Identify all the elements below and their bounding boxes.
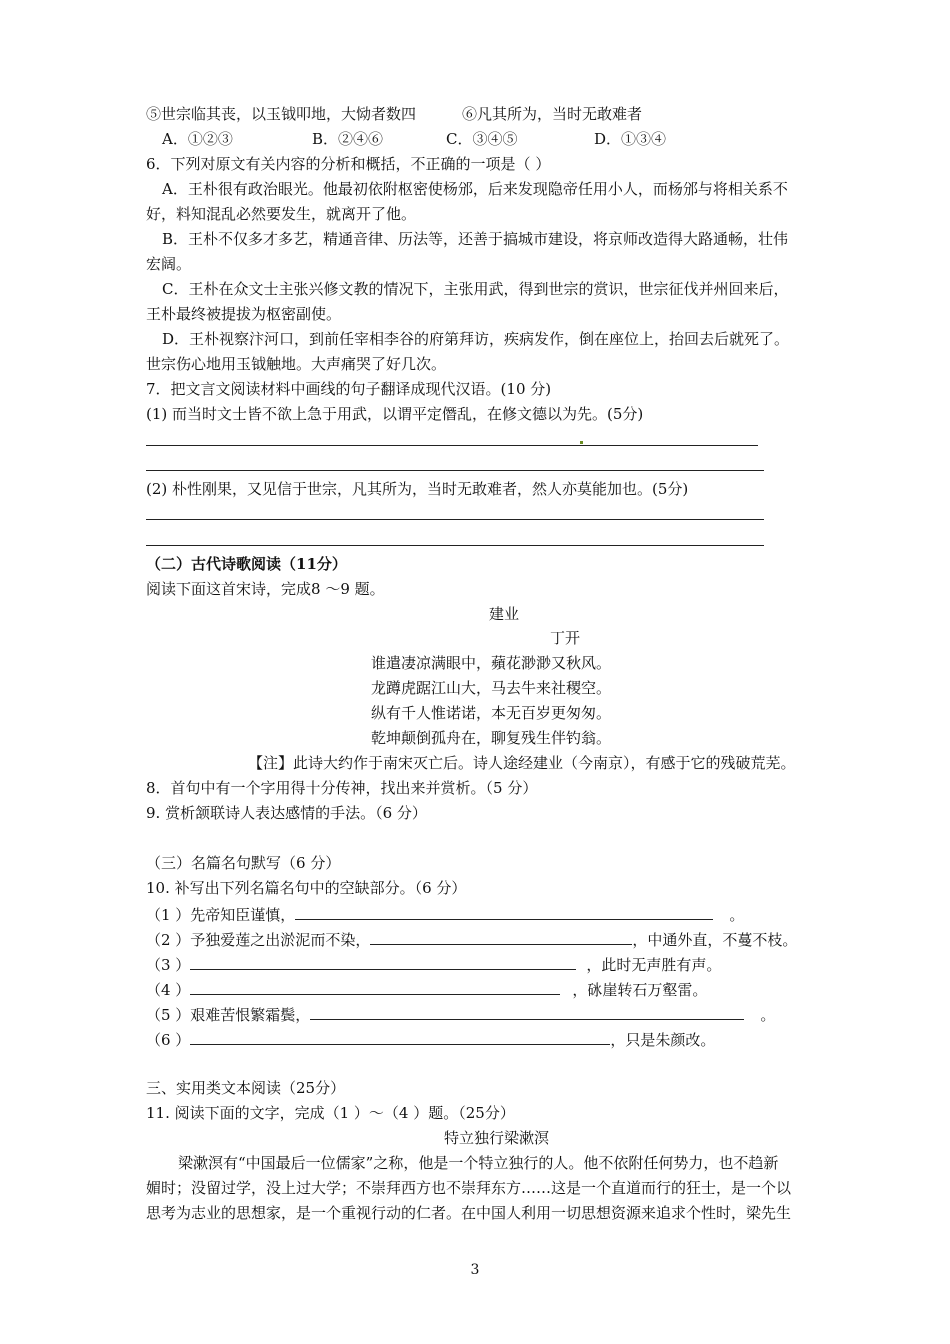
q5-option-c[interactable]: C．③④⑤ (446, 130, 518, 148)
poem-line-2: 龙蹲虎踞江山大，马去牛来社稷空。 (371, 679, 612, 697)
poem-line-4: 乾坤颠倒孤舟在，聊复残生伴钓翁。 (371, 729, 612, 747)
answer-line[interactable] (146, 519, 764, 520)
dictation-prefix: （3 ） (146, 956, 191, 974)
dictation-suffix: 。 (729, 906, 745, 924)
article-title: 特立独行梁漱溟 (444, 1129, 550, 1147)
poem-note: 【注】此诗大约作于南宋灭亡后。诗人途经建业（今南京），有感于它的残破荒芜。 (248, 754, 796, 772)
dictation-heading: （三）名篇名句默写（6 分） (146, 854, 341, 872)
ink-dot (580, 441, 583, 444)
q7-sentence-1: (1) 而当时文士皆不欲上急于用武，以谓平定僭乱，在修文德以为先。(5分) (146, 405, 644, 423)
dictation-suffix: 。 (760, 1006, 776, 1024)
q6-option-c-line2: 王朴最终被提拔为枢密副使。 (146, 305, 342, 323)
q5-option-b[interactable]: B．②④⑥ (312, 130, 384, 148)
q6-option-d-line1: D．王朴视察汴河口，到前任宰相李谷的府第拜访，疾病发作，倒在座位上，抬回去后就死了。 (162, 330, 790, 348)
article-line-2: 媚时；没留过学，没上过大学；不崇拜西方也不崇拜东方……这是一个直道而行的狂士，是一个以 (146, 1179, 792, 1197)
dictation-prefix: （6 ） (146, 1031, 191, 1049)
q6-option-a-line2: 好，料知混乱必然要发生，就离开了他。 (146, 205, 417, 223)
q5-items-line (146, 104, 642, 124)
poem-line-3: 纵有千人惟诺诺，本无百岁更匆匆。 (371, 704, 612, 722)
fill-blank[interactable] (190, 1028, 610, 1045)
dictation-line-6 (146, 1028, 715, 1050)
q6-option-b-line2: 宏阔。 (146, 255, 192, 273)
q9-stem: 9. 赏析颔联诗人表达感情的手法。（6 分） (146, 804, 427, 822)
q5-item-6: ⑥凡其所为，当时无敢难者 (462, 105, 643, 123)
q8-stem: 8．首句中有一个字用得十分传神，找出来并赏析。（5 分） (146, 779, 538, 797)
page-number: 3 (470, 1262, 480, 1278)
poetry-intro: 阅读下面这首宋诗，完成8 ～9 题。 (146, 580, 385, 598)
poetry-heading: （二）古代诗歌阅读（11分） (146, 555, 347, 573)
q6-option-c-line1: C．王朴在众文士主张兴修文教的情况下，主张用武，得到世宗的赏识，世宗征伐并州回来后， (162, 280, 789, 298)
fill-blank[interactable] (295, 903, 713, 920)
q7-sentence-2: (2) 朴性刚果，又见信于世宗，凡其所为，当时无敢难者，然人亦莫能加也。(5分) (146, 480, 689, 498)
q7-stem: 7．把文言文阅读材料中画线的句子翻译成现代汉语。(10 分) (146, 380, 552, 398)
answer-line[interactable] (146, 470, 764, 471)
q5-option-d[interactable]: D．①③④ (594, 130, 667, 148)
dictation-line-5 (146, 1003, 775, 1025)
q6-option-b-line1: B．王朴不仅多才多艺，精通音律、历法等，还善于搞城市建设，将京师改造得大路通畅，壮伟 (162, 230, 789, 248)
answer-line[interactable] (146, 445, 758, 446)
dictation-prefix: （2 ）予独爱莲之出淤泥而不染， (146, 931, 371, 949)
article-line-1: 梁漱溟有“中国最后一位儒家”之称，他是一个特立独行的人。他不依附任何势力，也不趋新 (178, 1154, 779, 1172)
dictation-prefix: （1 ）先帝知臣谨慎， (146, 906, 296, 924)
fill-blank[interactable] (310, 1003, 744, 1020)
poem-line-1: 谁遣凄凉满眼中，蘋花渺渺又秋风。 (371, 654, 612, 672)
practical-heading: 三、实用类文本阅读（25分） (146, 1079, 346, 1097)
dictation-line-3 (146, 953, 721, 975)
answer-line[interactable] (146, 545, 764, 546)
dictation-line-1 (146, 903, 744, 925)
dictation-suffix: ，只是朱颜改。 (610, 1031, 716, 1049)
q6-stem: 6．下列对原文有关内容的分析和概括，不正确的一项是（ ） (146, 155, 551, 173)
fill-blank[interactable] (190, 978, 560, 995)
q11-stem: 11. 阅读下面的文字，完成（1 ）～（4 ）题。（25分） (146, 1104, 515, 1122)
fill-blank[interactable] (370, 928, 632, 945)
q5-options (162, 129, 666, 149)
dictation-suffix: ，此时无声胜有声。 (586, 956, 722, 974)
dictation-prefix: （5 ）艰难苦恨繁霜鬓， (146, 1006, 311, 1024)
dictation-prefix: （4 ） (146, 981, 191, 999)
q6-option-a-line1: A．王朴很有政治眼光。他最初依附枢密使杨邠，后来发现隐帝任用小人，而杨邠与将相关系不 (162, 180, 788, 198)
dictation-line-4 (146, 978, 707, 1000)
fill-blank[interactable] (190, 953, 576, 970)
dictation-suffix: ，中通外直，不蔓不枝。 (632, 931, 798, 949)
q5-item-5: ⑤世宗临其丧，以玉钺叩地，大恸者数四 (146, 105, 417, 123)
dictation-line-2 (146, 928, 797, 950)
poem-title: 建业 (489, 605, 520, 623)
q5-option-a[interactable]: A．①②③ (162, 130, 233, 148)
poem-author: 丁开 (550, 629, 581, 647)
dictation-suffix: ，砯崖转石万壑雷。 (572, 981, 708, 999)
q10-stem: 10. 补写出下列名篇名句中的空缺部分。（6 分） (146, 879, 467, 897)
article-line-3: 思考为志业的思想家，是一个重视行动的仁者。在中国人利用一切思想资源来追求个性时，梁先生 (146, 1204, 792, 1222)
q6-option-d-line2: 世宗伤心地用玉钺触地。大声痛哭了好几次。 (146, 355, 447, 373)
